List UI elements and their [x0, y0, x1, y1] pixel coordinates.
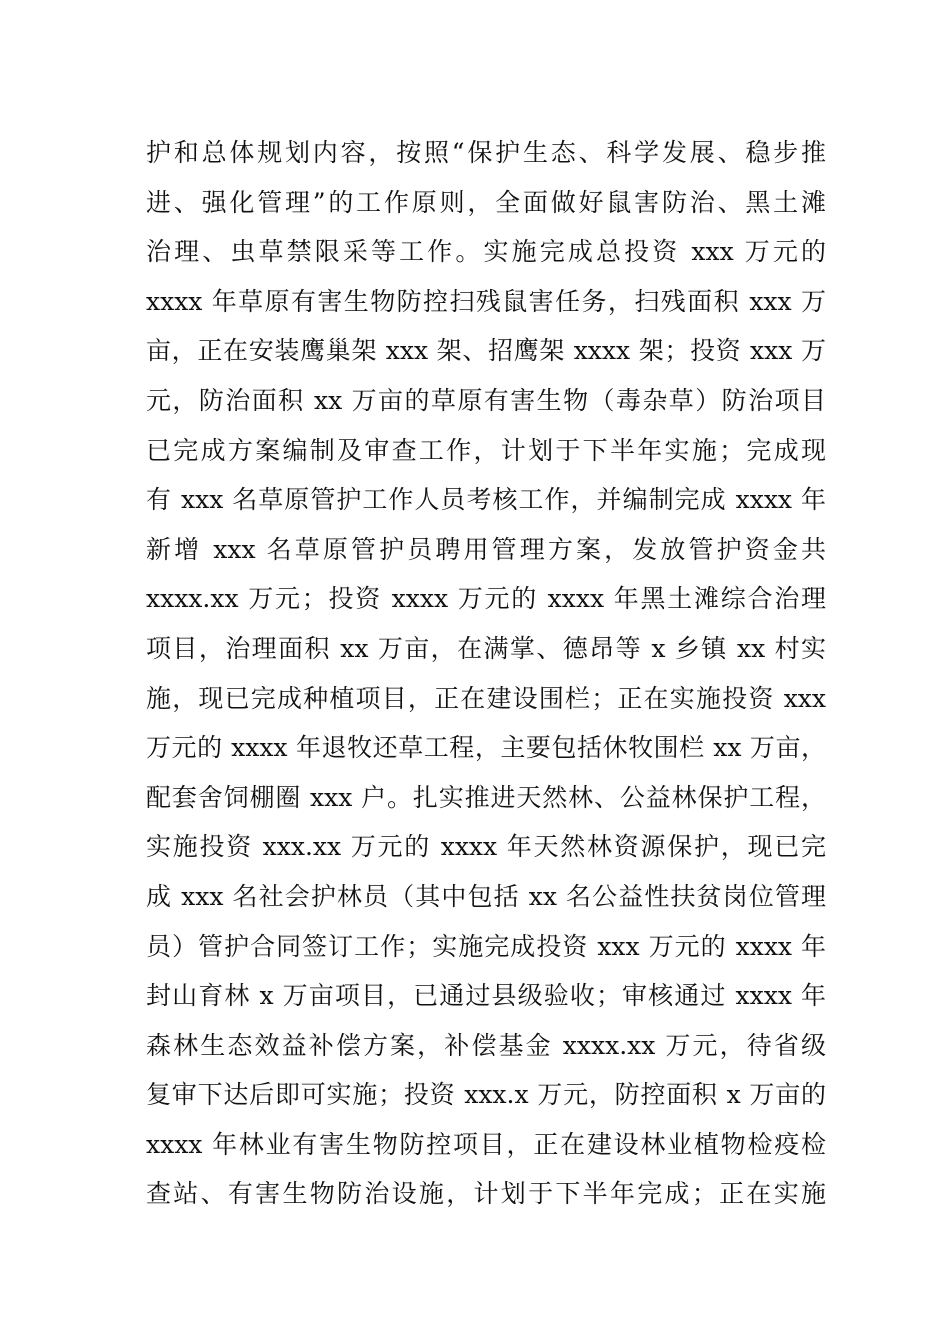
text-line: 施，现已完成种植项目，正在建设围栏；正在实施投资 xxx: [146, 683, 826, 713]
text-line: 元，防治面积 xx 万亩的草原有害生物（毒杂草）防治项目: [146, 385, 826, 415]
text-line: 万元的 xxxx 年退牧还草工程，主要包括休牧围栏 xx 万亩，: [146, 733, 826, 763]
text-line: 治理、虫草禁限采等工作。实施完成总投资 xxx 万元的: [146, 237, 826, 267]
text-line: 已完成方案编制及审查工作，计划于下半年实施；完成现: [146, 435, 826, 465]
text-line: 查站、有害生物防治设施，计划于下半年完成；正在实施: [146, 1179, 826, 1209]
text-line: 配套舍饲棚圈 xxx 户。扎实推进天然林、公益林保护工程，: [146, 782, 826, 812]
text-line: 复审下达后即可实施；投资 xxx.x 万元，防控面积 x 万亩的: [146, 1080, 826, 1110]
text-line: 亩，正在安装鹰巢架 xxx 架、招鹰架 xxxx 架；投资 xxx 万: [146, 336, 826, 366]
text-line: 护和总体规划内容，按照“保护生态、科学发展、稳步推: [146, 138, 826, 167]
text-line: 有 xxx 名草原管护工作人员考核工作，并编制完成 xxxx 年: [146, 485, 826, 515]
text-line: xxxx 年林业有害生物防控项目，正在建设林业植物检疫检: [146, 1129, 826, 1159]
text-line: 项目，治理面积 xx 万亩，在满掌、德昂等 x 乡镇 xx 村实: [146, 633, 826, 663]
text-line: xxxx.xx 万元；投资 xxxx 万元的 xxxx 年黑土滩综合治理: [146, 584, 826, 614]
text-line: 实施投资 xxx.xx 万元的 xxxx 年天然林资源保护，现已完: [146, 832, 826, 862]
text-line: xxxx 年草原有害生物防控扫残鼠害任务，扫残面积 xxx 万: [146, 286, 826, 316]
text-line: 封山育林 x 万亩项目，已通过县级验收；审核通过 xxxx 年: [146, 981, 826, 1011]
text-line: 成 xxx 名社会护林员（其中包括 xx 名公益性扶贫岗位管理: [146, 881, 826, 911]
text-line: 员）管护合同签订工作；实施完成投资 xxx 万元的 xxxx 年: [146, 931, 826, 961]
text-line: 新增 xxx 名草原管护员聘用管理方案，发放管护资金共: [146, 534, 826, 564]
text-line: 进、强化管理”的工作原则，全面做好鼠害防治、黑土滩: [146, 187, 826, 217]
body-paragraph: [146, 128, 826, 1219]
text-line: 森林生态效益补偿方案，补偿基金 xxxx.xx 万元，待省级: [146, 1030, 826, 1060]
